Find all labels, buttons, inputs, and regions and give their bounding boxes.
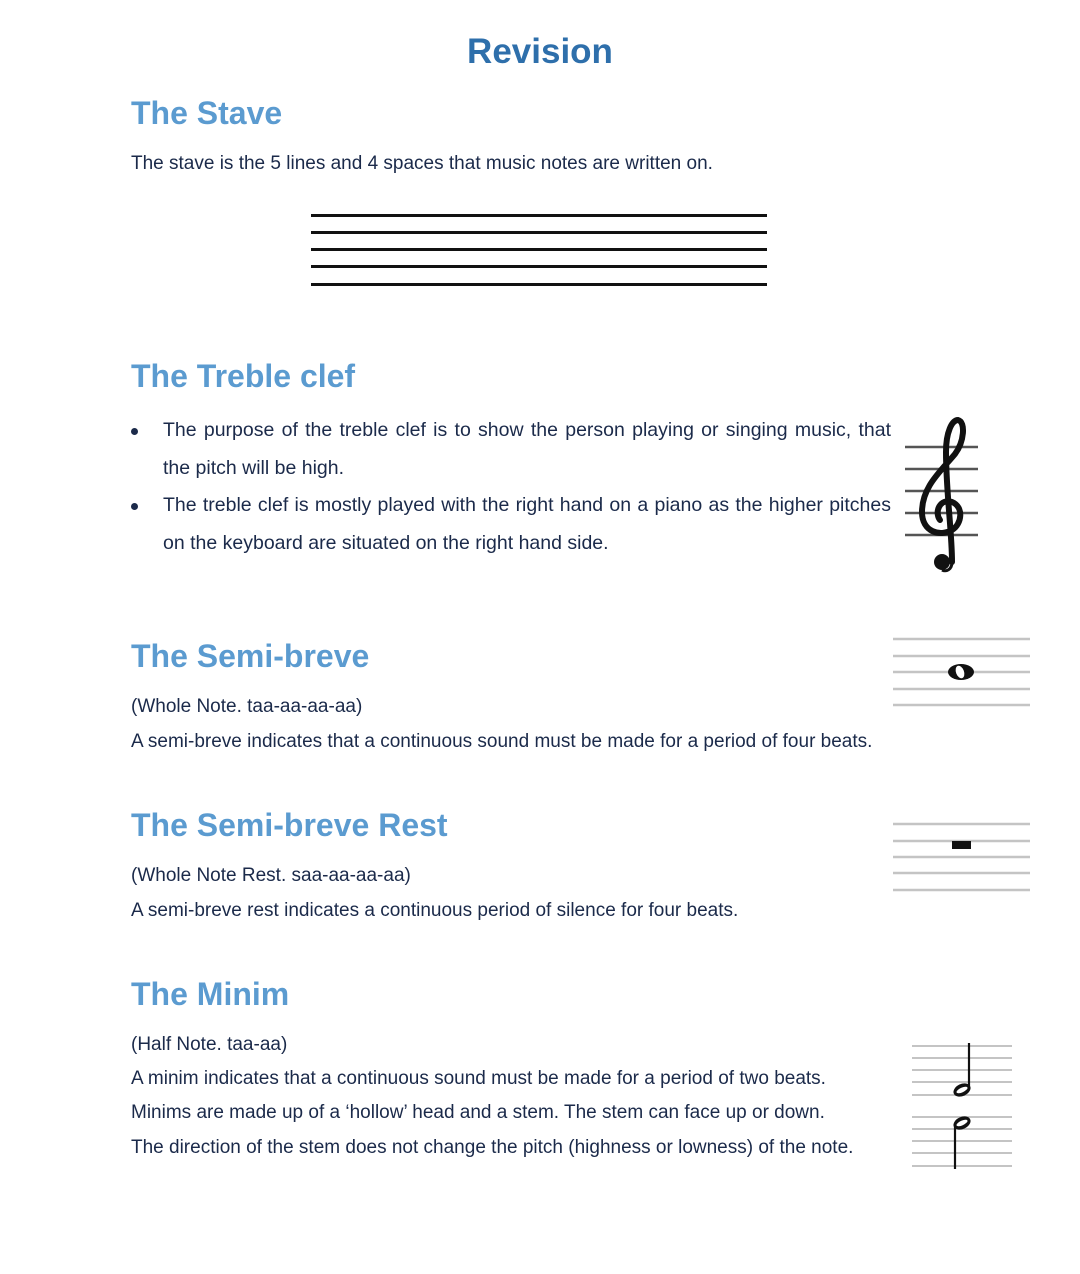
heading-treble-clef: The Treble clef [131, 358, 356, 394]
bullet-dot-icon [131, 428, 138, 435]
half-note-icon [910, 1040, 1015, 1175]
bullet-item: The treble clef is mostly played with the right hand on a piano as the higher pitches on the keyboard are situated on the right hand side. [131, 487, 891, 562]
minim-line: A minim indicates that a continuous sound must be made for a period of two beats. [131, 1068, 826, 1089]
heading-minim: The Minim [131, 976, 290, 1012]
minim-subtitle: (Half Note. taa-aa) [131, 1034, 288, 1055]
heading-semibreve-rest: The Semi-breve Rest [131, 807, 448, 843]
semibreve-subtitle: (Whole Note. taa-aa-aa-aa) [131, 696, 363, 717]
heading-stave: The Stave [131, 95, 283, 131]
whole-note-icon [890, 630, 1035, 715]
stave-description: The stave is the 5 lines and 4 spaces that music notes are written on. [131, 153, 713, 174]
semibreve-rest-subtitle: (Whole Note Rest. saa-aa-aa-aa) [131, 865, 411, 886]
heading-semibreve: The Semi-breve [131, 638, 370, 674]
semibreve-rest-description: A semi-breve rest indicates a continuous period of silence for four beats. [131, 900, 739, 921]
bullet-item: The purpose of the treble clef is to show the person playing or singing music, that the pitch will be high. [131, 412, 891, 487]
minim-line: Minims are made up of a ‘hollow’ head and a stem. The stem can face up or down. [131, 1102, 825, 1123]
semibreve-description: A semi-breve indicates that a continuous sound must be made for a period of four beats. [131, 731, 873, 752]
whole-rest-icon [890, 815, 1035, 895]
page-title: Revision [467, 32, 613, 71]
bullet-dot-icon [131, 503, 138, 510]
minim-line: The direction of the stem does not change the pitch (highness or lowness) of the note. [131, 1137, 854, 1158]
treble-clef-icon [900, 412, 985, 577]
treble-clef-bullets [131, 412, 891, 562]
